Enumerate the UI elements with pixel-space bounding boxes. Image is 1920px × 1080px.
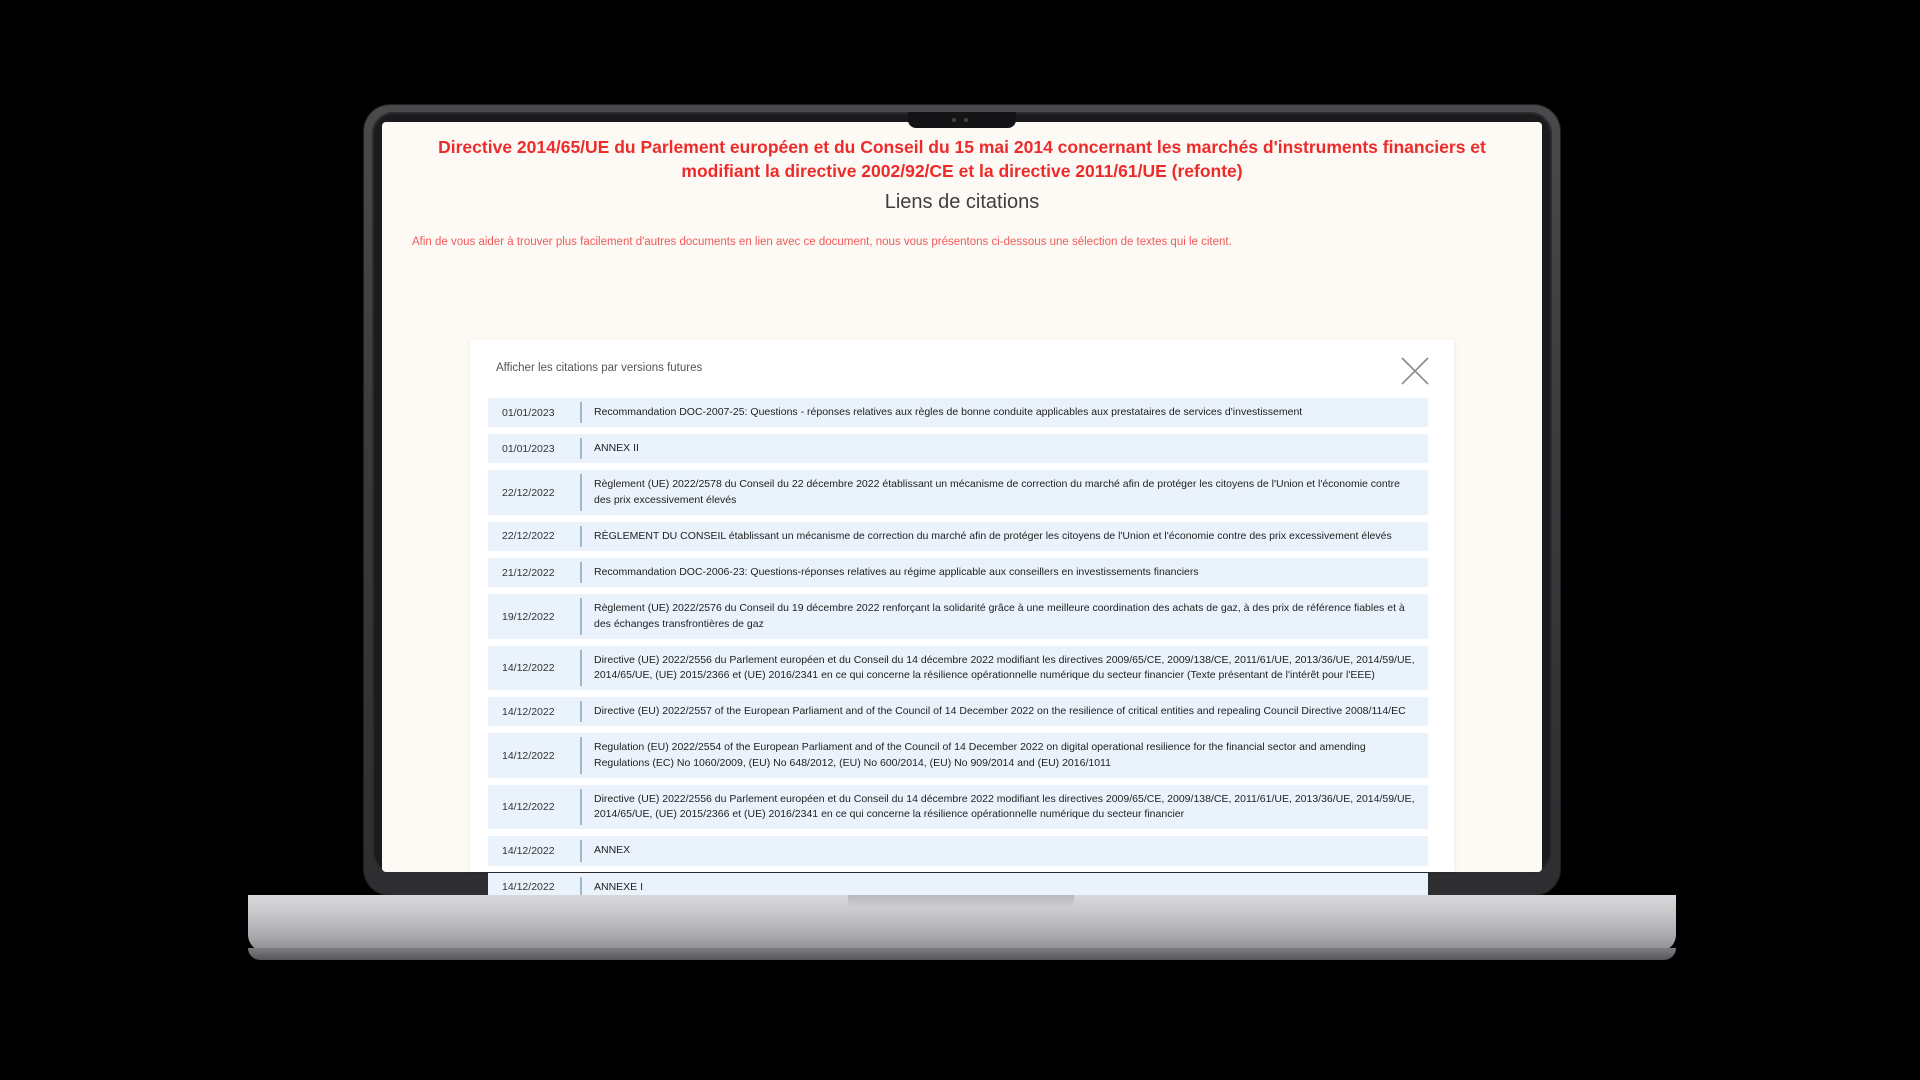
citation-title[interactable]: RÈGLEMENT DU CONSEIL établissant un mécanisme de correction du marché afin de protéger les citoyens de l'Union et l'économie contre des prix excessivement élevés <box>594 529 1392 542</box>
citation-title[interactable]: ANNEX <box>594 844 631 857</box>
future-versions-filter-label[interactable]: Afficher les citations par versions futures <box>496 362 703 374</box>
list-item[interactable] <box>488 522 1428 551</box>
citation-title[interactable]: Directive (UE) 2022/2556 du Parlement européen et du Conseil du 14 décembre 2022 modifiant les directives 2009/65/CE, 2009/138/CE, 2011/61/UE, 2013/36/UE, 2014/59/UE, 2014/65/UE, (UE) 2015/2366 et (UE) 2016/2341 en ce qui concerne la résilience opérationnelle numérique du secteur financier (Texte présentant de l'intérêt pour l'EEE) <box>594 653 1415 681</box>
list-item[interactable] <box>488 398 1428 427</box>
list-item[interactable] <box>488 594 1428 638</box>
citation-date: 14/12/2022 <box>502 749 555 762</box>
list-item[interactable] <box>488 785 1428 829</box>
citation-date: 22/12/2022 <box>502 486 555 499</box>
browser-viewport <box>382 122 1542 894</box>
list-item[interactable] <box>488 646 1428 690</box>
citations-list[interactable] <box>470 398 1454 894</box>
citation-date: 01/01/2023 <box>502 442 555 455</box>
document-header <box>382 122 1542 248</box>
citation-title[interactable]: Recommandation DOC-2006-23: Questions-réponses relatives au régime applicable aux conseillers en investissements financiers <box>594 566 1199 579</box>
page-subtitle: Liens de citations <box>884 191 1040 214</box>
citation-date: 14/12/2022 <box>502 705 555 718</box>
list-item[interactable] <box>488 733 1428 777</box>
list-item[interactable] <box>488 836 1428 865</box>
citations-panel <box>470 340 1454 894</box>
citation-date: 01/01/2023 <box>502 406 555 419</box>
citation-title[interactable]: Règlement (UE) 2022/2576 du Conseil du 19 décembre 2022 renforçant la solidarité grâce à une meilleure coordination des achats de gaz, à des prix de référence fiables et à des échanges transfrontières de gaz <box>594 602 1405 630</box>
citations-panel-header <box>470 340 1454 398</box>
citation-date: 19/12/2022 <box>502 610 555 623</box>
citation-title[interactable]: Règlement (UE) 2022/2578 du Conseil du 22 décembre 2022 établissant un mécanisme de correction du marché afin de protéger les citoyens de l'Union et l'économie contre des prix excessivement élevés <box>594 478 1400 506</box>
citation-title[interactable]: Recommandation DOC-2007-25: Questions - réponses relatives aux règles de bonne conduite applicables aux prestataires de services d'investissement <box>594 406 1303 418</box>
citation-date: 14/12/2022 <box>502 801 555 814</box>
list-item[interactable] <box>488 470 1428 514</box>
citation-title[interactable]: Regulation (EU) 2022/2554 of the European Parliament and of the Council of 14 December 2022 on digital operational resilience for the financial sector and amending Regulations (EC) No 1060/2009, (EU) No 648/2012, (EU) No 600/2014, (EU) No 909/2014 and (EU) 2016/1011 <box>594 741 1366 769</box>
laptop-base-notch <box>848 895 1074 909</box>
list-item[interactable] <box>488 697 1428 726</box>
laptop-base-foot <box>248 948 1676 960</box>
citation-date: 14/12/2022 <box>502 844 555 857</box>
citation-title[interactable]: Directive (UE) 2022/2556 du Parlement européen et du Conseil du 14 décembre 2022 modifiant les directives 2009/65/CE, 2009/138/CE, 2011/61/UE, 2013/36/UE, 2014/59/UE, 2014/65/UE, (UE) 2015/2366 et (UE) 2016/2341 en ce qui concerne la résilience opérationnelle numérique du secteur financier <box>594 792 1415 821</box>
page-note: Afin de vous aider à trouver plus facilement d'autres documents en lien avec ce document, nous vous présentons ci-dessous une sélection de textes qui le citent. <box>412 236 1232 249</box>
citation-date: 14/12/2022 <box>502 661 555 674</box>
citation-title[interactable]: Directive (EU) 2022/2557 of the European Parliament and of the Council of 14 December 2022 on the resilience of critical entities and repealing Council Directive 2008/114/EC <box>594 705 1406 718</box>
citation-date: 14/12/2022 <box>502 881 555 894</box>
page-title: Directive 2014/65/UE du Parlement européen et du Conseil du 15 mai 2014 concernant les marchés d'instruments financiers et modifiant la directive 2002/92/CE et la directive 2011/61/UE (refonte) <box>438 137 1486 181</box>
close-icon[interactable] <box>1398 354 1432 388</box>
citation-date: 21/12/2022 <box>502 566 555 579</box>
citation-title[interactable]: ANNEX II <box>594 442 639 455</box>
list-item[interactable] <box>488 434 1428 463</box>
citation-title[interactable]: ANNEXE I <box>594 880 644 893</box>
camera-indicator-icon <box>964 118 968 122</box>
laptop-camera-notch <box>908 112 1016 128</box>
citation-date: 22/12/2022 <box>502 530 555 543</box>
camera-dot-icon <box>952 118 956 122</box>
list-item[interactable] <box>488 558 1428 587</box>
